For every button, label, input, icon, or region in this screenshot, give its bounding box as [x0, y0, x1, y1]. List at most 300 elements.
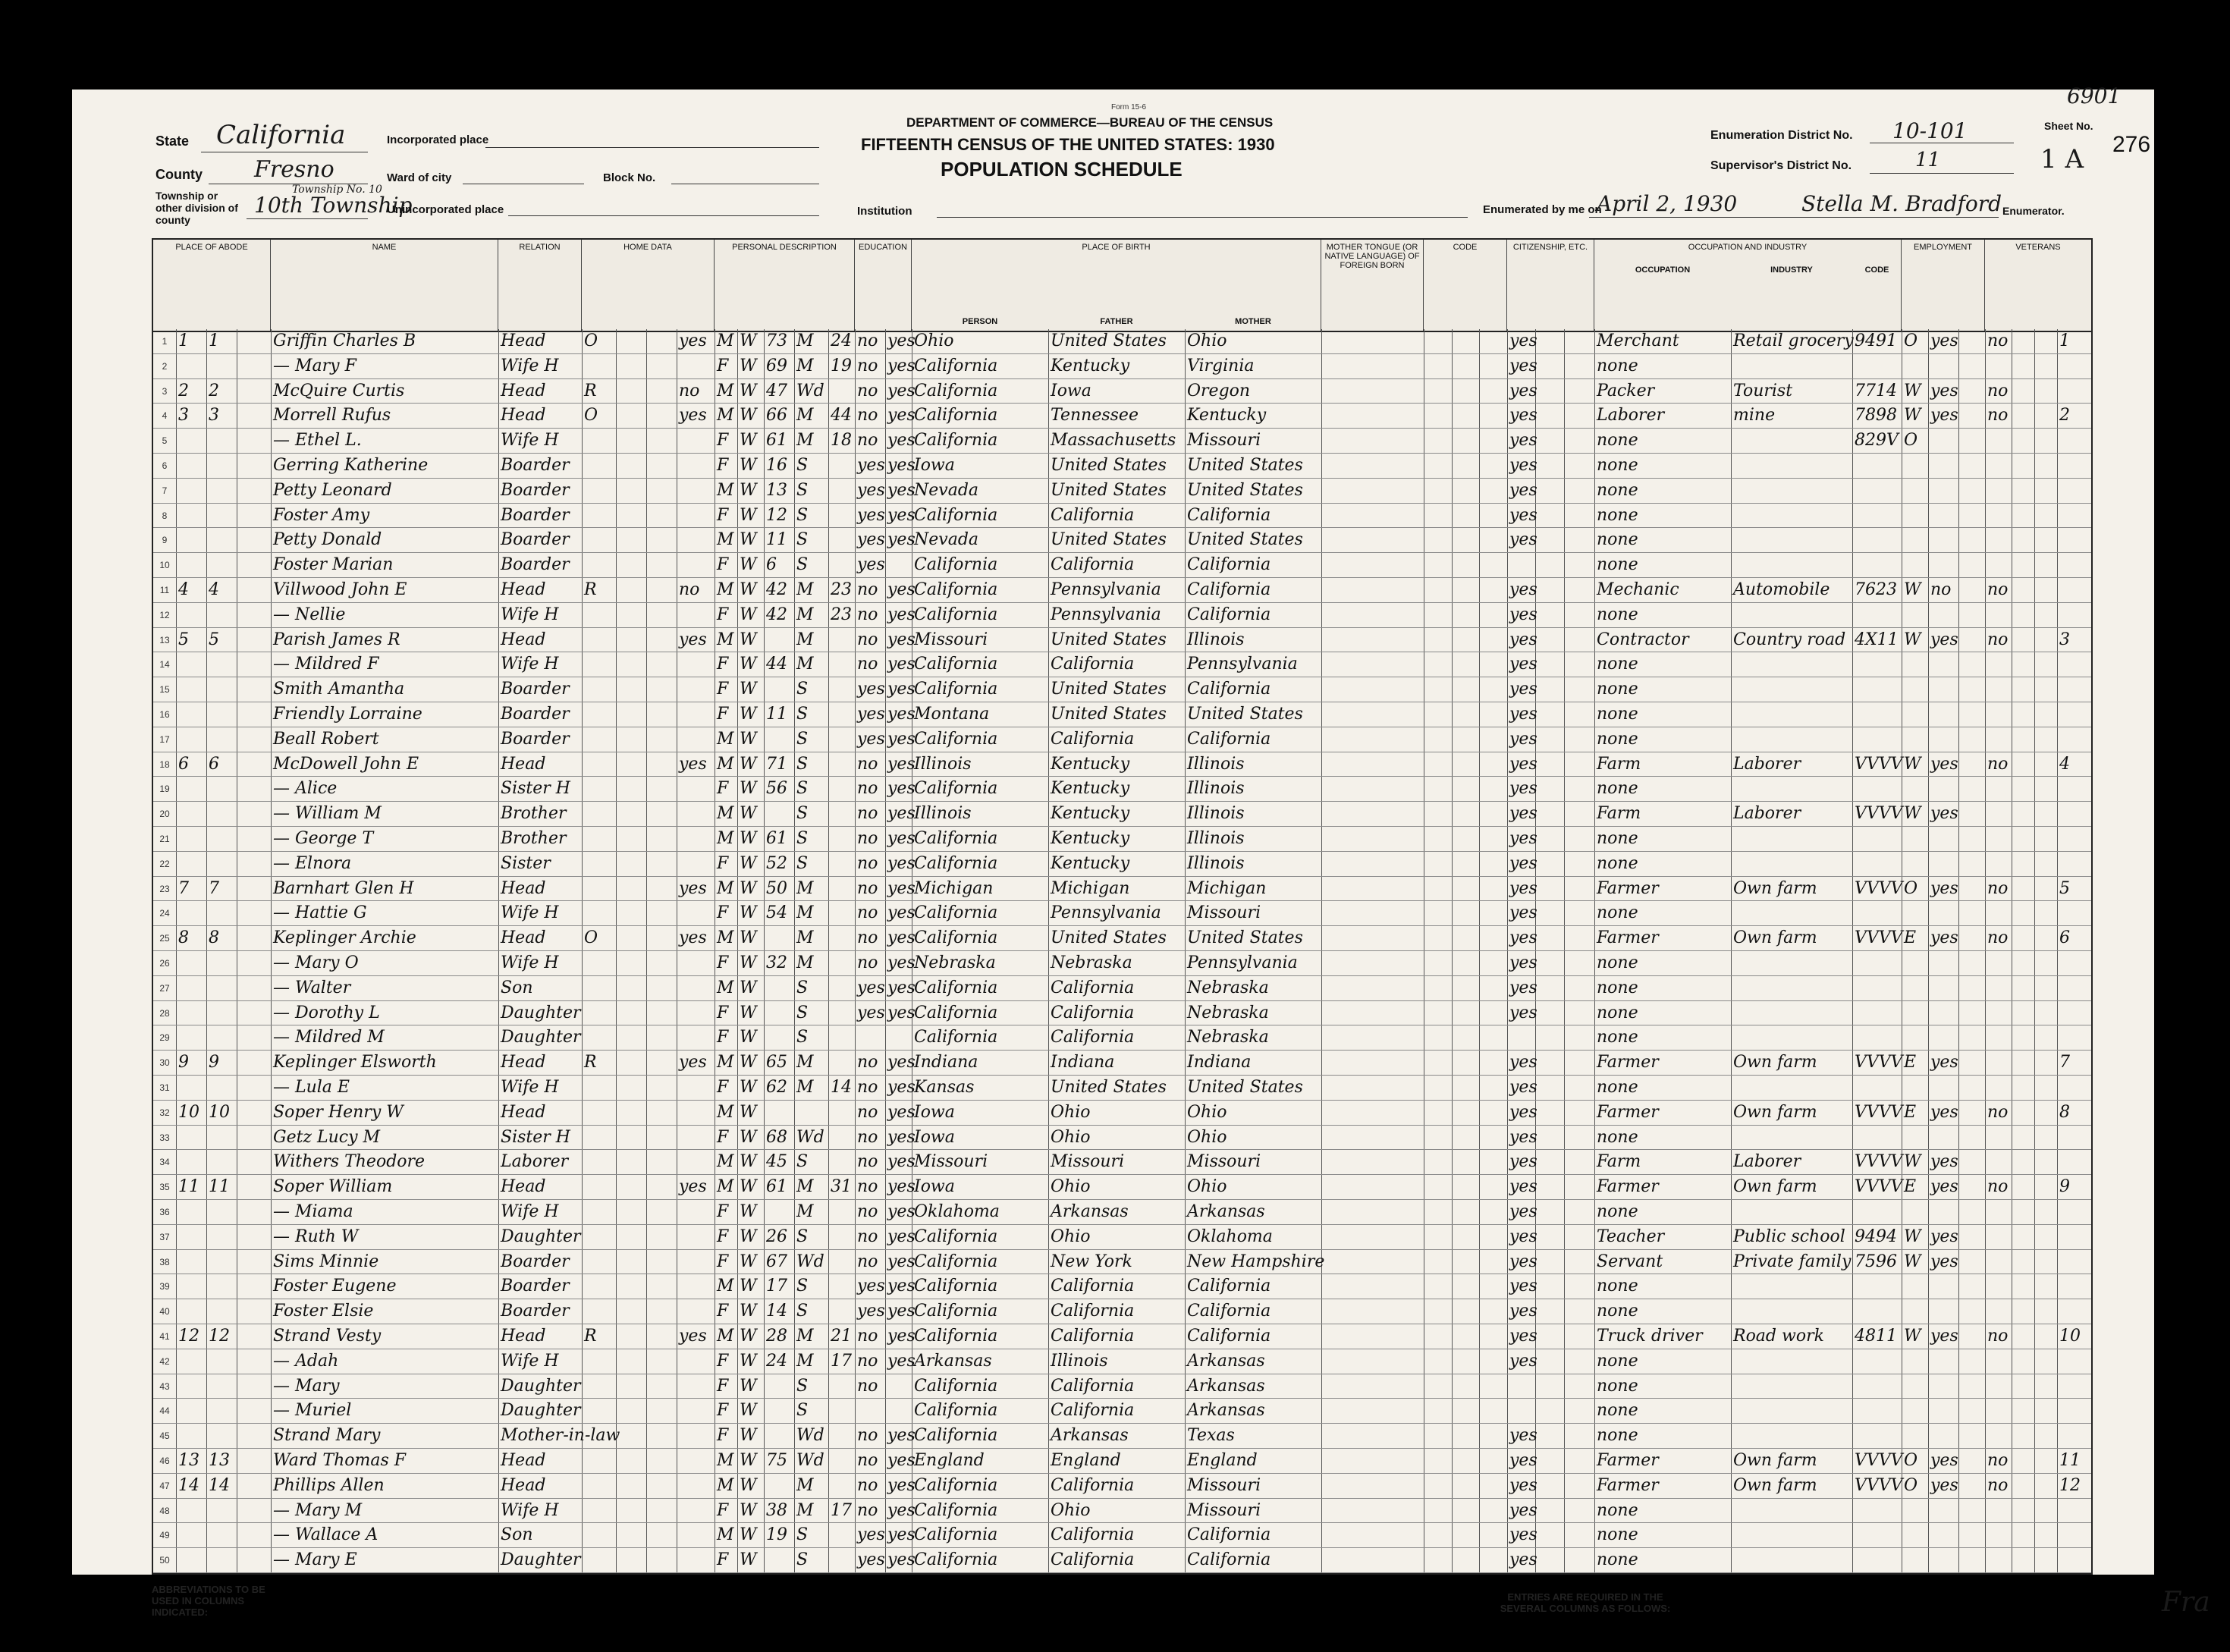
class-of-worker: [1904, 827, 1926, 852]
mother-birthplace: Oklahoma: [1187, 1226, 1273, 1246]
line-number: 22: [159, 858, 170, 869]
hdr-home-data: HOME DATA: [582, 240, 715, 331]
age-at-marriage: [831, 504, 853, 529]
class-of-worker: W: [1904, 630, 1921, 649]
family-number: 9: [209, 1053, 219, 1073]
farm-schedule: [2059, 553, 2089, 578]
race: W: [740, 978, 757, 997]
industry: [1733, 504, 1850, 529]
farm-schedule: [2059, 1349, 2089, 1374]
industry: Tourist: [1733, 381, 1793, 400]
can-read: yes: [887, 804, 916, 824]
age-at-marriage: [831, 1051, 853, 1076]
person-name: — Wallace A: [273, 1525, 378, 1545]
age: 11: [766, 530, 787, 550]
home-tenure: [584, 777, 614, 802]
home-tenure: R: [584, 381, 597, 400]
age-at-marriage: [831, 702, 853, 727]
race: W: [740, 331, 757, 350]
school: yes: [857, 1003, 885, 1022]
race: W: [740, 1028, 757, 1047]
father-birthplace: California: [1051, 1327, 1135, 1346]
occupation: none: [1597, 705, 1638, 724]
marital-status: S: [796, 1550, 809, 1570]
speaks-english: yes: [1509, 605, 1537, 624]
class-of-worker: [1904, 1399, 1926, 1424]
table-row: [153, 1200, 2091, 1225]
enumerated-label: Enumerated by me on: [1483, 203, 1602, 216]
mother-birthplace: Illinois: [1187, 804, 1245, 824]
age: [766, 1548, 792, 1573]
sex: F: [717, 953, 729, 972]
can-read: yes: [887, 1500, 916, 1520]
margin-note: Fra: [2162, 1587, 2210, 1618]
veteran: [1987, 951, 2055, 976]
dwelling-number: [178, 901, 204, 926]
birthplace: Illinois: [914, 804, 972, 824]
footer: [152, 1584, 2210, 1652]
mother-birthplace: Arkansas: [1187, 1376, 1265, 1396]
relation: Wife H: [501, 1500, 559, 1520]
table-row: [153, 1324, 2091, 1349]
industry-code: [1855, 852, 1899, 877]
family-number: [209, 1399, 234, 1424]
mother-birthplace: Nebraska: [1187, 1028, 1269, 1047]
class-of-worker: [1904, 1126, 1926, 1151]
age: 17: [766, 1277, 787, 1296]
table-row: [153, 404, 2091, 429]
school: no: [857, 1078, 878, 1097]
industry-code: VVVV: [1855, 1475, 1903, 1495]
can-read: yes: [887, 1451, 916, 1470]
family-number: 2: [209, 381, 219, 400]
can-read: yes: [887, 331, 916, 350]
table-row: [153, 1250, 2091, 1275]
occupation: none: [1597, 1028, 1638, 1047]
table-row: [153, 1175, 2091, 1200]
line-number: 20: [159, 809, 170, 820]
family-number: [209, 603, 234, 628]
father-birthplace: Nebraska: [1051, 953, 1132, 972]
speaks-english: yes: [1509, 928, 1537, 948]
school: no: [857, 630, 878, 649]
table-row: [153, 429, 2091, 454]
sex: F: [717, 1252, 729, 1271]
farm-schedule: [2059, 354, 2089, 379]
age-at-marriage: [831, 1374, 853, 1399]
marital-status: Wd: [796, 1127, 824, 1147]
school: yes: [857, 1525, 885, 1545]
race: W: [740, 729, 757, 749]
line-number: 17: [159, 733, 170, 745]
industry-code: [1855, 1076, 1899, 1101]
birthplace: California: [914, 431, 998, 451]
veteran: [1987, 479, 2055, 504]
birthplace: California: [914, 580, 998, 599]
mother-birthplace: Missouri: [1187, 1152, 1261, 1172]
race: W: [740, 406, 757, 426]
home-tenure: [584, 528, 614, 553]
form-number: Form 15-6: [1111, 103, 1147, 111]
person-name: McQuire Curtis: [273, 381, 405, 400]
school: yes: [857, 1550, 885, 1570]
farm-schedule: [2059, 827, 2089, 852]
birthplace: California: [914, 1277, 998, 1296]
school: yes: [857, 1302, 885, 1321]
father-birthplace: United States: [1051, 928, 1167, 948]
veteran: [1987, 429, 2055, 454]
family-number: 13: [209, 1451, 230, 1470]
county-label: County: [155, 167, 203, 182]
veteran: [1987, 1200, 2055, 1225]
occupation: none: [1597, 456, 1638, 475]
race: W: [740, 779, 757, 799]
industry-code: [1855, 827, 1899, 852]
father-birthplace: California: [1051, 1277, 1135, 1296]
marital-status: S: [796, 705, 809, 724]
speaks-english: yes: [1509, 505, 1537, 525]
sex: F: [717, 555, 729, 575]
race: W: [740, 1376, 757, 1396]
family-number: 4: [209, 580, 219, 599]
radio: [679, 1225, 712, 1250]
radio: [679, 1076, 712, 1101]
occupation: Farm: [1597, 804, 1641, 824]
industry-code: [1855, 1349, 1899, 1374]
relation: Boarder: [501, 530, 570, 550]
hdr-employment: EMPLOYMENT: [1902, 240, 1985, 331]
sex: M: [717, 1451, 734, 1470]
age-at-marriage: [831, 1150, 853, 1175]
table-row: [153, 802, 2091, 827]
school: no: [857, 1127, 878, 1147]
radio: yes: [679, 928, 707, 948]
speaks-english: yes: [1509, 356, 1537, 375]
line-number: 24: [159, 908, 170, 919]
can-read: yes: [887, 1351, 916, 1371]
family-number: [209, 1374, 234, 1399]
at-work: yes: [1930, 381, 1958, 400]
at-work: [1930, 1349, 1983, 1374]
table-row: [153, 1001, 2091, 1026]
person-name: Smith Amantha: [273, 680, 405, 699]
race: W: [740, 456, 757, 475]
person-name: Parish James R: [273, 630, 400, 649]
family-number: [209, 976, 234, 1001]
family-number: [209, 852, 234, 877]
can-read: yes: [887, 431, 916, 451]
person-name: Griffin Charles B: [273, 331, 416, 350]
occupation: Farmer: [1597, 1102, 1659, 1122]
farm-schedule: [2059, 1399, 2089, 1424]
relation: Son: [501, 1525, 533, 1545]
sex: F: [717, 1302, 729, 1321]
at-work: yes: [1930, 1102, 1958, 1122]
race: W: [740, 680, 757, 699]
at-work: [1930, 429, 1983, 454]
radio: [679, 603, 712, 628]
line-number: 2: [162, 360, 168, 372]
veteran: [1987, 454, 2055, 479]
person-name: Foster Marian: [273, 555, 394, 575]
farm-schedule: [2059, 652, 2089, 677]
at-work: [1930, 1299, 1983, 1324]
at-work: [1930, 702, 1983, 727]
age-at-marriage: [831, 901, 853, 926]
family-number: [209, 1150, 234, 1175]
mother-birthplace: Arkansas: [1187, 1351, 1265, 1371]
home-tenure: O: [584, 928, 598, 948]
relation: Boarder: [501, 1252, 570, 1271]
supervisor-label: Supervisor's District No.: [1710, 159, 1852, 172]
age-at-marriage: [831, 852, 853, 877]
age: 68: [766, 1127, 787, 1147]
industry-code: [1855, 1126, 1899, 1151]
relation: Daughter: [501, 1226, 581, 1246]
person-name: Friendly Lorraine: [273, 705, 422, 724]
birthplace: California: [914, 1302, 998, 1321]
radio: [679, 1399, 712, 1424]
birthplace: Iowa: [914, 1102, 955, 1122]
family-number: 10: [209, 1102, 230, 1122]
family-number: [209, 1349, 234, 1374]
birthplace: Montana: [914, 705, 990, 724]
farm-schedule: [2059, 528, 2089, 553]
person-name: — Walter: [273, 978, 351, 997]
sex: M: [717, 729, 734, 749]
home-tenure: [584, 1001, 614, 1026]
age-at-marriage: [831, 628, 853, 653]
veteran: [1987, 852, 2055, 877]
relation: Wife H: [501, 953, 559, 972]
relation: Wife H: [501, 655, 559, 674]
sex: F: [717, 1401, 729, 1421]
hdr-place-of-birth-label: PLACE OF BIRTH: [1082, 243, 1151, 252]
relation: Boarder: [501, 505, 570, 525]
line-number: 26: [159, 958, 170, 969]
class-of-worker: [1904, 553, 1926, 578]
person-name: — Mary E: [273, 1550, 357, 1570]
relation: Wife H: [501, 1351, 559, 1371]
industry-code: [1855, 727, 1899, 752]
home-tenure: [584, 1449, 614, 1474]
industry-code: [1855, 1374, 1899, 1399]
radio: [679, 1523, 712, 1548]
class-of-worker: [1904, 1025, 1926, 1051]
family-number: [209, 454, 234, 479]
hdr-name: NAME: [271, 240, 498, 331]
relation: Boarder: [501, 705, 570, 724]
can-read: yes: [887, 1127, 916, 1147]
table-row: [153, 479, 2091, 504]
radio: [679, 1101, 712, 1126]
class-of-worker: W: [1904, 1252, 1921, 1271]
speaks-english: yes: [1509, 1327, 1537, 1346]
birthplace: California: [914, 356, 998, 375]
class-of-worker: [1904, 852, 1926, 877]
sex: F: [717, 1202, 729, 1221]
can-read: yes: [887, 456, 916, 475]
age: 6: [766, 555, 777, 575]
at-work: [1930, 1076, 1983, 1101]
birthplace: Kansas: [914, 1078, 975, 1097]
birthplace: Illinois: [914, 754, 972, 774]
school: no: [857, 1475, 878, 1495]
veteran: [1987, 1499, 2055, 1524]
class-of-worker: O: [1904, 878, 1918, 898]
farm-schedule: [2059, 677, 2089, 702]
home-tenure: [584, 354, 614, 379]
person-name: — William M: [273, 804, 382, 824]
speaks-english: yes: [1509, 1550, 1537, 1570]
farm-schedule: [2059, 603, 2089, 628]
supervisor-underline: [1870, 173, 2014, 174]
sex: M: [717, 406, 734, 426]
industry: [1733, 1424, 1850, 1449]
industry: [1733, 727, 1850, 752]
dwelling-number: [178, 1126, 204, 1151]
class-of-worker: [1904, 1274, 1926, 1299]
industry: [1733, 702, 1850, 727]
farm-schedule: [2059, 1548, 2089, 1573]
veteran: [1987, 1076, 2055, 1101]
radio: [679, 1150, 712, 1175]
farm-schedule: [2059, 1374, 2089, 1399]
veteran: no: [1987, 1475, 2009, 1495]
dwelling-number: [178, 852, 204, 877]
industry: [1733, 1349, 1850, 1374]
can-read: yes: [887, 705, 916, 724]
race: W: [740, 804, 757, 824]
enumerated-date: April 2, 1930: [1597, 191, 1738, 216]
line-number: 41: [159, 1331, 170, 1342]
industry-code: VVVV: [1855, 754, 1903, 774]
at-work: [1930, 951, 1983, 976]
birthplace: California: [914, 1252, 998, 1271]
speaks-english: yes: [1509, 480, 1537, 500]
institution-underline: [937, 217, 1468, 218]
class-of-worker: [1904, 901, 1926, 926]
family-number: 3: [209, 406, 219, 426]
speaks-english: yes: [1509, 331, 1537, 350]
race: W: [740, 1053, 757, 1073]
can-read: yes: [887, 829, 916, 848]
industry-code: 7898: [1855, 406, 1897, 426]
marital-status: M: [796, 630, 814, 649]
line-number: 6: [162, 460, 168, 471]
sex: F: [717, 505, 729, 525]
mother-birthplace: Texas: [1187, 1426, 1235, 1446]
veteran: [1987, 1299, 2055, 1324]
father-birthplace: California: [1051, 1550, 1135, 1570]
industry: [1733, 1499, 1850, 1524]
occupation: Farm: [1597, 754, 1641, 774]
home-tenure: [584, 1250, 614, 1275]
mother-birthplace: United States: [1187, 456, 1303, 475]
veteran: [1987, 1274, 2055, 1299]
veteran: [1987, 1025, 2055, 1051]
dwelling-number: [178, 504, 204, 529]
radio: [679, 1499, 712, 1524]
dwelling-number: [178, 1225, 204, 1250]
can-read: yes: [887, 1426, 916, 1446]
home-tenure: [584, 1374, 614, 1399]
industry-code: 7714: [1855, 381, 1897, 400]
class-of-worker: O: [1904, 1451, 1918, 1470]
age: [766, 1025, 792, 1051]
can-read: [887, 1399, 909, 1424]
relation: Boarder: [501, 729, 570, 749]
class-of-worker: [1904, 1076, 1926, 1101]
veteran: [1987, 1523, 2055, 1548]
occupation: none: [1597, 655, 1638, 674]
family-number: 12: [209, 1327, 230, 1346]
industry-code: [1855, 354, 1899, 379]
sex: M: [717, 928, 734, 948]
age: 13: [766, 480, 787, 500]
person-name: Soper William: [273, 1177, 393, 1197]
occupation: Farmer: [1597, 1451, 1659, 1470]
race: W: [740, 1226, 757, 1246]
radio: [679, 777, 712, 802]
birthplace: England: [914, 1451, 985, 1470]
class-of-worker: [1904, 652, 1926, 677]
speaks-english: yes: [1509, 1003, 1537, 1022]
speaks-english: yes: [1509, 705, 1537, 724]
farm-schedule: [2059, 1076, 2089, 1101]
veteran: [1987, 976, 2055, 1001]
relation: Son: [501, 978, 533, 997]
age-at-marriage: [831, 1126, 853, 1151]
sex: F: [717, 1351, 729, 1371]
speaks-english: yes: [1509, 1102, 1537, 1122]
can-read: [887, 1025, 909, 1051]
sex: M: [717, 878, 734, 898]
farm-schedule: 3: [2059, 630, 2070, 649]
sex: M: [717, 1525, 734, 1545]
mother-birthplace: Illinois: [1187, 829, 1245, 848]
family-number: [209, 951, 234, 976]
family-number: [209, 652, 234, 677]
age: 54: [766, 903, 787, 923]
mother-birthplace: Illinois: [1187, 779, 1245, 799]
veteran: no: [1987, 406, 2009, 426]
mother-birthplace: Nebraska: [1187, 1003, 1269, 1022]
age-at-marriage: 23: [831, 605, 852, 624]
farm-schedule: 12: [2059, 1475, 2081, 1495]
veteran: [1987, 677, 2055, 702]
school: no: [857, 853, 878, 873]
sex: F: [717, 1127, 729, 1147]
farm-schedule: [2059, 1025, 2089, 1051]
family-number: 8: [209, 928, 219, 948]
farm-schedule: [2059, 727, 2089, 752]
home-tenure: [584, 1076, 614, 1101]
radio: [679, 827, 712, 852]
dwelling-number: 13: [178, 1451, 199, 1470]
marital-status: M: [796, 1500, 814, 1520]
marital-status: Wd: [796, 1451, 824, 1470]
occupation: none: [1597, 1202, 1638, 1221]
class-of-worker: W: [1904, 804, 1921, 824]
table-row: [153, 553, 2091, 578]
relation: Brother: [501, 829, 567, 848]
can-read: yes: [887, 1202, 916, 1221]
age-at-marriage: 21: [831, 1327, 852, 1346]
industry: [1733, 1076, 1850, 1101]
farm-schedule: [2059, 777, 2089, 802]
occupation: none: [1597, 1277, 1638, 1296]
